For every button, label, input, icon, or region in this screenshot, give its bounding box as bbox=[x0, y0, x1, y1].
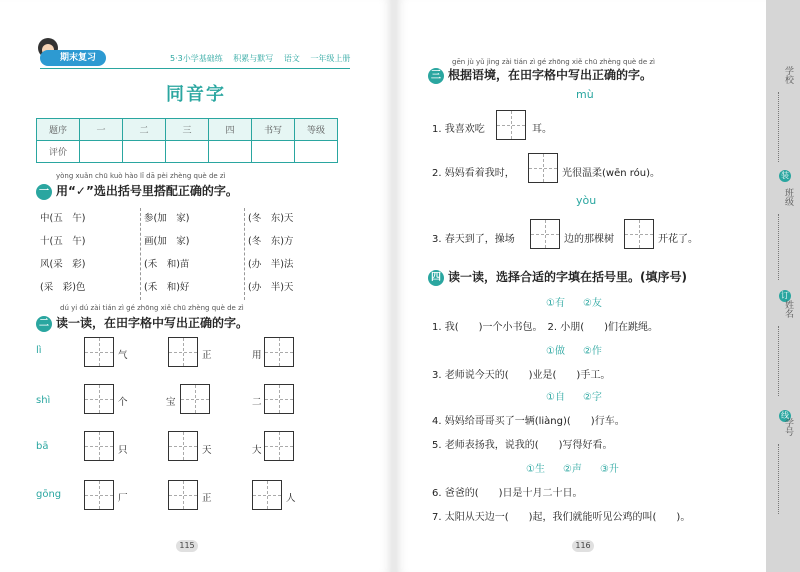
row-pinyin: bā bbox=[36, 441, 49, 452]
word-char: 气 bbox=[118, 350, 128, 361]
sec1-heading bbox=[36, 182, 238, 200]
eval-cell[interactable] bbox=[252, 141, 295, 163]
sec2-title: 读一读，在田字格中写出正确的字。 bbox=[56, 316, 249, 330]
eval-header: 题序 bbox=[37, 119, 80, 141]
choice-item[interactable]: (冬 东)天 bbox=[248, 213, 294, 224]
tianzi-box[interactable] bbox=[180, 384, 210, 414]
row-pinyin: shì bbox=[36, 395, 51, 406]
tianzi-box[interactable] bbox=[264, 384, 294, 414]
sec3-heading bbox=[428, 66, 652, 84]
question-text: 边的那棵树 bbox=[564, 234, 614, 245]
binding-mark: 装 bbox=[781, 171, 789, 180]
tianzi-box[interactable] bbox=[528, 153, 558, 183]
sec1-grid bbox=[40, 208, 360, 300]
sec3-number: 三 bbox=[428, 68, 444, 84]
school-label: 学校 bbox=[783, 66, 793, 84]
options-row bbox=[546, 388, 620, 403]
options-row bbox=[526, 460, 637, 475]
eval-row-label: 评价 bbox=[37, 141, 80, 163]
word-char: 宝 bbox=[166, 397, 176, 408]
tianzi-box[interactable] bbox=[624, 219, 654, 249]
option: ①生 bbox=[526, 464, 545, 475]
word-char: 正 bbox=[202, 350, 212, 361]
sec2-number: 二 bbox=[36, 316, 52, 332]
fill-line bbox=[778, 214, 779, 280]
page-title: 同音字 bbox=[166, 84, 226, 105]
left-page bbox=[0, 0, 392, 572]
word-char: 厂 bbox=[118, 493, 128, 504]
name-label: 姓名 bbox=[783, 300, 793, 318]
grade-name: 一年级上册 bbox=[310, 54, 351, 63]
choice-item[interactable]: (禾 和)好 bbox=[144, 282, 190, 293]
tianzi-box[interactable] bbox=[168, 431, 198, 461]
options-row bbox=[546, 342, 620, 357]
binding-mark: 线 bbox=[781, 411, 789, 420]
eval-cell[interactable] bbox=[295, 141, 338, 163]
question-text[interactable]: 1. 我( )一个小书包。 2. 小朋( )们在跳绳。 bbox=[432, 322, 659, 333]
tianzi-box[interactable] bbox=[264, 337, 294, 367]
choice-item[interactable]: (办 半)法 bbox=[248, 259, 294, 270]
eval-cell[interactable] bbox=[123, 141, 166, 163]
choice-item[interactable]: 参(加 家) bbox=[144, 213, 190, 224]
question-text: 1. 我喜欢吃 bbox=[432, 124, 485, 135]
option: ②声 bbox=[562, 464, 582, 475]
tianzi-box[interactable] bbox=[168, 337, 198, 367]
series-name: 5·3小学基础练 bbox=[170, 54, 223, 63]
option: ①自 bbox=[546, 392, 565, 403]
word-char: 只 bbox=[118, 445, 128, 456]
right-page bbox=[396, 0, 766, 572]
eval-header: 书写 bbox=[252, 119, 295, 141]
fill-line bbox=[778, 444, 779, 514]
binding-strip bbox=[766, 0, 800, 572]
subject-name: 语文 bbox=[283, 54, 300, 63]
number-label: 学号 bbox=[783, 418, 793, 436]
eval-header: 一 bbox=[80, 119, 123, 141]
option: ①有 bbox=[546, 298, 565, 309]
eval-cell[interactable] bbox=[166, 141, 209, 163]
question-text[interactable]: 6. 爸爸的( )日是十月二十日。 bbox=[432, 488, 583, 499]
sec2-pinyin: dú yi dú zài tián zì gé zhōng xiě chū zhèng què de zì bbox=[60, 304, 244, 312]
question-text[interactable]: 4. 妈妈给哥哥买了一辆(liàng)( )行车。 bbox=[432, 416, 625, 427]
eval-header: 二 bbox=[123, 119, 166, 141]
tianzi-box[interactable] bbox=[168, 480, 198, 510]
options-row bbox=[546, 294, 620, 309]
option: ②友 bbox=[582, 298, 602, 309]
option: ③升 bbox=[599, 464, 619, 475]
sec2-heading bbox=[36, 314, 248, 332]
question-text[interactable]: 3. 老师说今天的( )业是( )手工。 bbox=[432, 370, 611, 381]
tianzi-box[interactable] bbox=[84, 384, 114, 414]
question-text: 2. 妈妈看着我时， bbox=[432, 168, 515, 179]
option: ②字 bbox=[582, 392, 602, 403]
review-badge: 期末复习 bbox=[40, 50, 106, 66]
row-pinyin: lì bbox=[36, 345, 42, 356]
sec4-title: 读一读，选择合适的字填在括号里。(填序号) bbox=[448, 270, 687, 284]
tianzi-box[interactable] bbox=[252, 480, 282, 510]
choice-item[interactable]: (冬 东)方 bbox=[248, 236, 294, 247]
pinyin-hint: yòu bbox=[576, 194, 597, 207]
choice-item[interactable]: 中(五 午) bbox=[40, 213, 86, 224]
sec1-number: 一 bbox=[36, 184, 52, 200]
page-number: 115 bbox=[176, 540, 198, 552]
tianzi-box[interactable] bbox=[84, 480, 114, 510]
binding-mark: 订 bbox=[781, 291, 789, 300]
sec4-number: 四 bbox=[428, 270, 444, 286]
question-text: 光很温柔(wēn róu)。 bbox=[562, 168, 660, 179]
evaluation-table bbox=[36, 118, 338, 163]
eval-header: 等级 bbox=[295, 119, 338, 141]
sec4-heading bbox=[428, 268, 687, 286]
eval-header: 三 bbox=[166, 119, 209, 141]
question-text: 开花了。 bbox=[658, 234, 698, 245]
column-divider bbox=[244, 208, 245, 300]
question-text[interactable]: 5. 老师表扬我，说我的( )写得好看。 bbox=[432, 440, 613, 451]
tianzi-box[interactable] bbox=[84, 431, 114, 461]
choice-item[interactable]: (采 彩)色 bbox=[40, 282, 86, 293]
word-char: 大 bbox=[252, 445, 262, 456]
sec1-pinyin: yòng xuǎn chū kuò hào lǐ dā pèi zhèng què de zì bbox=[56, 172, 226, 180]
tianzi-box[interactable] bbox=[530, 219, 560, 249]
pinyin-hint: mù bbox=[576, 88, 594, 101]
header-info bbox=[170, 53, 358, 64]
page-number: 116 bbox=[572, 540, 594, 552]
option: ①做 bbox=[546, 346, 565, 357]
question-text: 3. 春天到了，操场 bbox=[432, 234, 515, 245]
sec3-pinyin: gēn jù yǔ jìng zài tián zì gé zhōng xiě chū zhèng què de zì bbox=[452, 58, 656, 66]
choice-item[interactable]: (办 半)天 bbox=[248, 282, 294, 293]
row-pinyin: gōng bbox=[36, 489, 62, 500]
column-divider bbox=[140, 208, 141, 300]
word-char: 正 bbox=[202, 493, 212, 504]
header-rule bbox=[40, 68, 350, 69]
word-char: 二 bbox=[252, 397, 262, 408]
choice-item[interactable]: 十(五 午) bbox=[40, 236, 86, 247]
question-text: 耳。 bbox=[532, 124, 552, 135]
volume-name: 积累与默写 bbox=[233, 54, 274, 63]
eval-cell[interactable] bbox=[80, 141, 123, 163]
tianzi-box[interactable] bbox=[496, 110, 526, 140]
word-char: 人 bbox=[286, 493, 296, 504]
tianzi-box[interactable] bbox=[84, 337, 114, 367]
fill-line bbox=[778, 326, 779, 396]
word-char: 天 bbox=[202, 445, 212, 456]
word-char: 用 bbox=[252, 350, 262, 361]
word-char: 个 bbox=[118, 397, 128, 408]
choice-item[interactable]: (禾 和)苗 bbox=[144, 259, 190, 270]
eval-header: 四 bbox=[209, 119, 252, 141]
eval-cell[interactable] bbox=[209, 141, 252, 163]
tianzi-box[interactable] bbox=[264, 431, 294, 461]
option: ②作 bbox=[582, 346, 602, 357]
sec1-title: 用“✓”选出括号里搭配正确的字。 bbox=[56, 184, 238, 198]
choice-item[interactable]: 画(加 家) bbox=[144, 236, 190, 247]
class-label: 班级 bbox=[783, 188, 793, 206]
choice-item[interactable]: 风(采 彩) bbox=[40, 259, 86, 270]
fill-line bbox=[778, 92, 779, 162]
question-text[interactable]: 7. 太阳从天边一( )起，我们就能听见公鸡的叫( )。 bbox=[432, 512, 691, 523]
sec3-title: 根据语境，在田字格中写出正确的字。 bbox=[448, 68, 653, 82]
